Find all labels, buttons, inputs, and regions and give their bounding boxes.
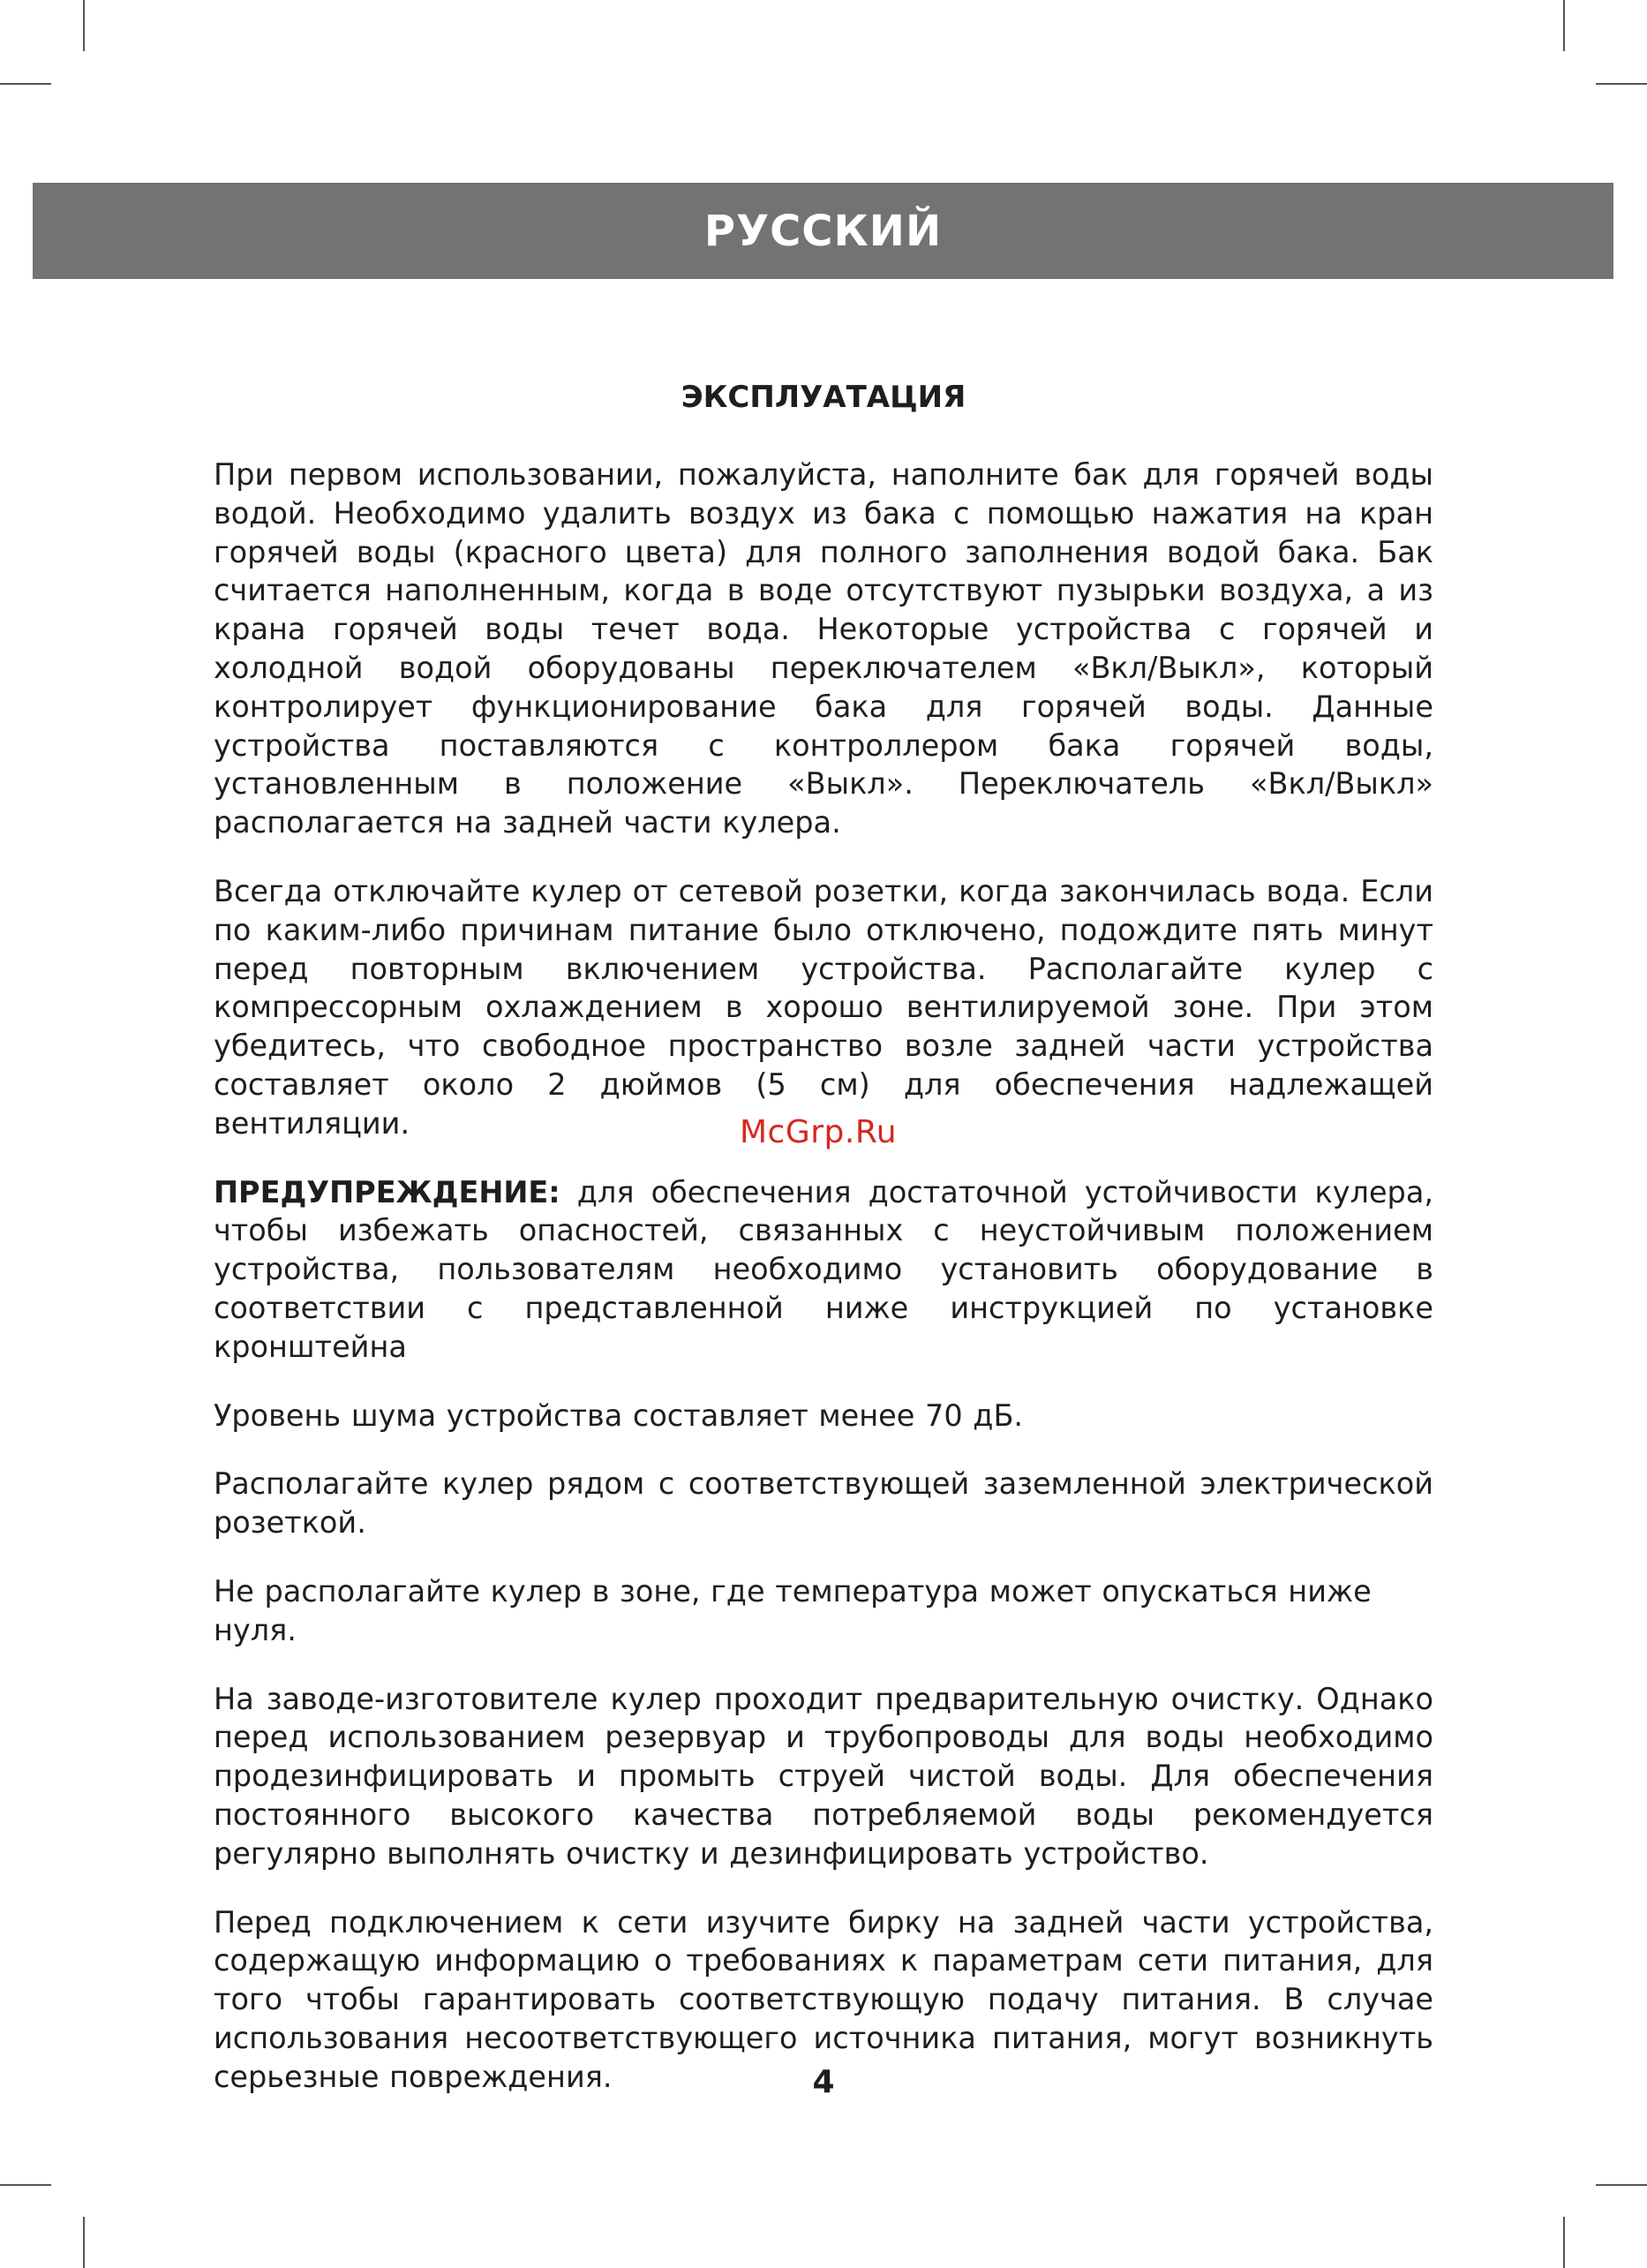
crop-mark-top-left-horizontal (0, 83, 51, 85)
warning-text: для обеспечения достаточной устойчивости кулера, чтобы избежать опасностей, связанных с неустойчивым положением устройства, пользователям необходимо установить оборудование в соответствии с представленной ниже инструкцией по установке кронштейна (214, 1174, 1433, 1364)
crop-mark-bottom-left-horizontal (0, 2184, 51, 2186)
paragraph-grounded-outlet: Располагайте кулер рядом с соответствующей заземленной электрической розеткой. (214, 1466, 1433, 1541)
language-banner-title: РУССКИЙ (703, 206, 943, 256)
crop-mark-bottom-right-vertical (1563, 2217, 1565, 2268)
section-title: ЭКСПЛУАТАЦИЯ (681, 380, 966, 415)
paragraph-warning (214, 1173, 1433, 1367)
warning-label: ПРЕДУПРЕЖДЕНИЕ: (214, 1174, 560, 1209)
language-banner (33, 183, 1613, 279)
page-number: 4 (812, 2064, 835, 2100)
paragraph-freezing: Не располагайте кулер в зоне, где температура может опускаться ниже нуля. (214, 1573, 1372, 1647)
watermark-text: McGrp.Ru (740, 1114, 898, 1150)
crop-mark-top-left-vertical (83, 0, 85, 51)
crop-mark-bottom-right-horizontal (1596, 2184, 1647, 2186)
paragraph-noise-level: Уровень шума устройства составляет менее 70 дБ. (214, 1398, 1024, 1433)
paragraph-power-requirements: Перед подключением к сети изучите бирку на задней части устройства, содержащую информацию о требованиях к параметрам сети питания, для того чтобы гарантировать соответствующую подачу питания. В случае использования несоответствующего источника питания, могут возникнуть серьезные повреждения. (214, 1904, 1433, 2094)
paragraph-first-use: При первом использовании, пожалуйста, наполните бак для горячей воды водой. Необходимо удалить воздух из бака с помощью нажатия на кран горячей воды (красного цвета) для полного заполнения водой бака. Бак считается наполненным, когда в воде отсутствуют пузырьки воздуха, а из крана горячей воды течет вода. Некоторые устройства с горячей и холодной водой оборудованы переключателем «Вкл/Выкл», который контролирует функционирование бака для горячей воды. Данные устройства поставляются с контроллером бака горячей воды, установленным в положение «Выкл». Переключатель «Вкл/Выкл» располагается на задней части кулера. (214, 457, 1433, 840)
crop-mark-top-right-vertical (1563, 0, 1565, 51)
paragraph-power-ventilation: Всегда отключайте кулер от сетевой розетки, когда закончилась вода. Если по каким-либо причинам питание было отключено, подождите пять минут перед повторным включением устройства. Располагайте кулер с компрессорным охлаждением в хорошо вентилируемой зоне. При этом убедитесь, что свободное пространство возле задней части устройства составляет около 2 дюймов (5 см) для обеспечения надлежащей вентиляции. (214, 873, 1433, 1141)
crop-mark-top-right-horizontal (1596, 83, 1647, 85)
main-content (214, 371, 1433, 2126)
paragraph-cleaning: На заводе-изготовителе кулер проходит предварительную очистку. Однако перед использованием резервуар и трубопроводы для воды необходимо продезинфицировать и промыть струей чистой воды. Для обеспечения постоянного высокого качества потребляемой воды рекомендуется регулярно выполнять очистку и дезинфицировать устройство. (214, 1681, 1433, 1871)
crop-mark-bottom-left-vertical (83, 2217, 85, 2268)
